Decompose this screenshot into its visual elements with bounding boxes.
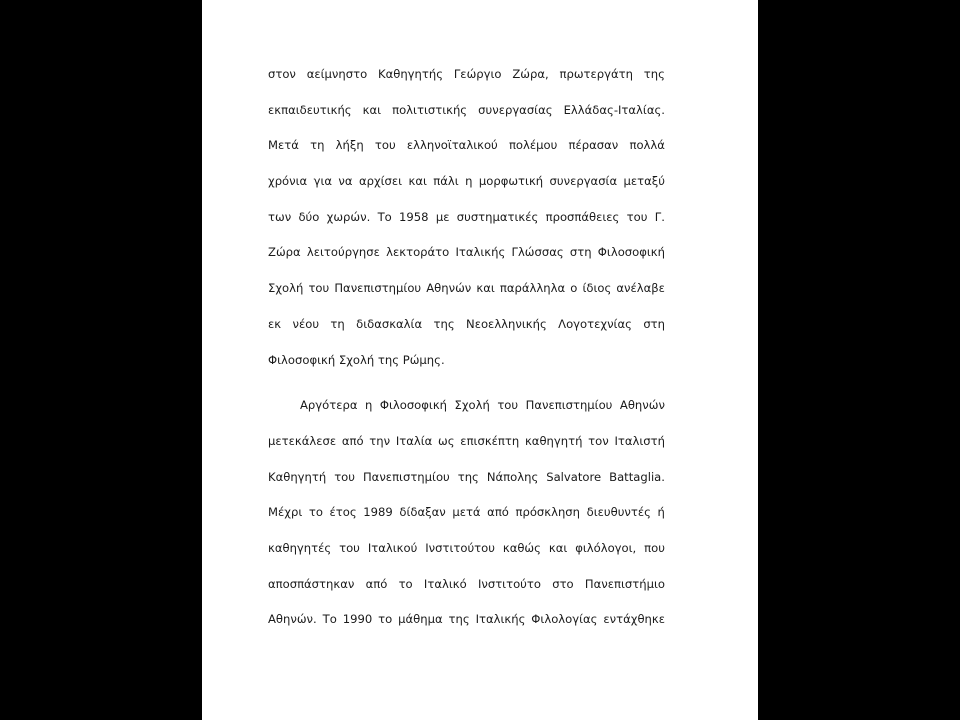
text-line: των δύο χωρών. Το 1958 με συστηματικές προσπάθειες του Γ. [268, 209, 665, 224]
text-line: χρόνια για να αρχίσει και πάλι η μορφωτική συνεργασία μεταξύ [268, 174, 665, 189]
body-text [268, 62, 665, 643]
text-line: Φιλοσοφική Σχολή της Ρώμης. [268, 352, 445, 367]
text-line: Αργότερα η Φιλοσοφική Σχολή του Πανεπιστημίου Αθηνών [300, 398, 665, 413]
document-page [202, 0, 758, 720]
text-line: στον αείμνηστο Καθηγητής Γεώργιο Ζώρα, πρωτεργάτη της [268, 67, 665, 81]
text-line: καθηγητές του Ιταλικού Ινστιτούτου καθώς και φιλόλογοι, που [268, 540, 665, 555]
paragraph-gap [268, 383, 665, 393]
text-line: Μέχρι το έτος 1989 δίδαξαν μετά από πρόσκληση διευθυντές ή [268, 505, 665, 520]
paragraph [268, 62, 665, 372]
text-line: Ζώρα λειτούργησε λεκτοράτο Ιταλικής Γλώσσας στη Φιλοσοφική [268, 245, 665, 260]
paragraph [268, 393, 665, 631]
text-line: αποσπάστηκαν από το Ιταλικό Ινστιτούτο στο Πανεπιστήμιο [268, 576, 665, 591]
text-line: εκπαιδευτικής και πολιτιστικής συνεργασίας Ελλάδας-Ιταλίας. [268, 102, 665, 117]
text-line: μετεκάλεσε από την Ιταλία ως επισκέπτη καθηγητή τον Ιταλιστή [268, 433, 665, 448]
text-line: Μετά τη λήξη του ελληνοϊταλικού πολέμου πέρασαν πολλά [268, 138, 665, 153]
text-line: Καθηγητή του Πανεπιστημίου της Νάπολης Salvatore Battaglia. [268, 469, 665, 484]
text-line: Σχολή του Πανεπιστημίου Αθηνών και παράλληλα ο ίδιος ανέλαβε [268, 281, 665, 296]
text-line: εκ νέου τη διδασκαλία της Νεοελληνικής Λογοτεχνίας στη [268, 316, 665, 331]
text-line: Αθηνών. Το 1990 το μάθημα της Ιταλικής Φιλολογίας εντάχθηκε [268, 612, 665, 627]
